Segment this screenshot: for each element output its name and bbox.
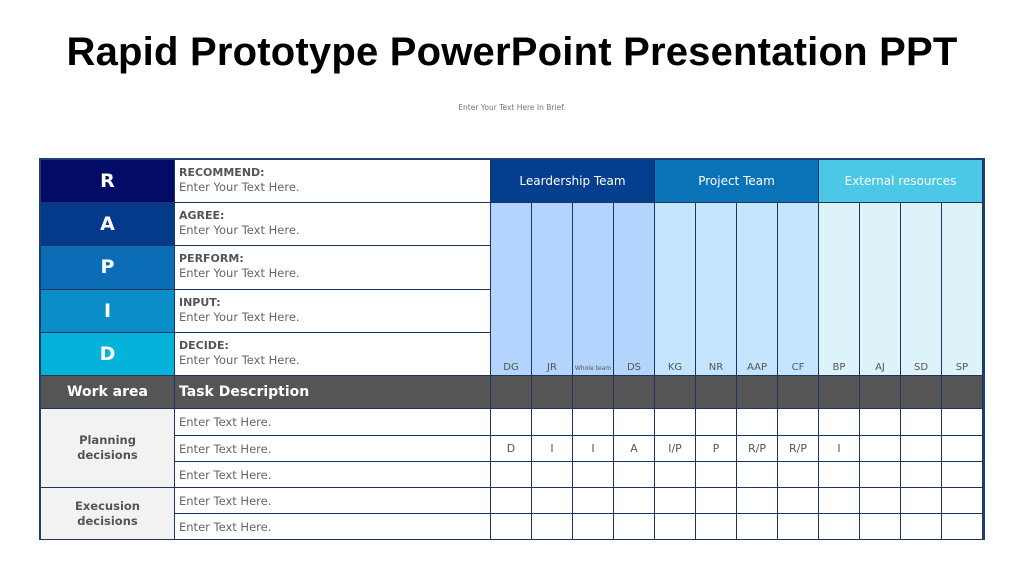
rapid-role-text: Enter Your Text Here.: [179, 352, 300, 367]
assignment-value: I: [550, 442, 554, 455]
task-description-header: [175, 376, 491, 409]
rapid-letter-p: [41, 246, 175, 289]
role-column-header: [614, 203, 655, 376]
role-label: BP: [832, 361, 846, 373]
page-subtitle: Enter Your Text Here In Brief.: [458, 103, 566, 112]
header-bar-cell: [901, 376, 942, 409]
group-header-label: Leardership Team: [519, 174, 626, 189]
header-bar-cell: [696, 376, 737, 409]
assignment-cell[interactable]: [532, 462, 573, 488]
assignment-cell[interactable]: [614, 514, 655, 540]
role-column-header: [901, 203, 942, 376]
group-header-0: [491, 160, 655, 203]
assignment-value: A: [630, 442, 638, 455]
header-bar-cell: [655, 376, 696, 409]
assignment-cell[interactable]: [573, 462, 614, 488]
task-text: Enter Text Here.: [179, 441, 272, 456]
assignment-cell[interactable]: [491, 514, 532, 540]
assignment-cell[interactable]: [901, 409, 942, 436]
rapid-role-text: Enter Your Text Here.: [179, 309, 300, 324]
header-bar-cell: [491, 376, 532, 409]
assignment-value: I: [837, 442, 841, 455]
task-cell[interactable]: [175, 488, 491, 514]
assignment-cell[interactable]: [532, 514, 573, 540]
assignment-cell[interactable]: [737, 436, 778, 462]
assignment-value: I/P: [668, 442, 682, 455]
rapid-role-text: Enter Your Text Here.: [179, 180, 300, 194]
assignment-cell[interactable]: [491, 462, 532, 488]
role-label: SD: [913, 361, 929, 373]
role-label: KG: [667, 361, 683, 373]
assignment-cell[interactable]: [573, 409, 614, 436]
assignment-cell[interactable]: [614, 436, 655, 462]
assignment-cell[interactable]: [696, 514, 737, 540]
assignment-cell[interactable]: [860, 462, 901, 488]
rapid-role-label: RECOMMEND:: [179, 166, 265, 179]
role-label: JR: [547, 361, 557, 373]
role-column-header: [696, 203, 737, 376]
assignment-cell[interactable]: [696, 409, 737, 436]
header-bar-cell: [942, 376, 983, 409]
work-area-text: Execusion decisions: [75, 498, 140, 528]
assignment-cell[interactable]: [491, 409, 532, 436]
group-header-1: [655, 160, 819, 203]
role-column-header: [532, 203, 573, 376]
rapid-matrix-table: [39, 158, 985, 540]
assignment-cell[interactable]: [901, 436, 942, 462]
rapid-description[interactable]: [175, 203, 491, 246]
assignment-cell[interactable]: [491, 488, 532, 514]
task-cell[interactable]: [175, 409, 491, 436]
role-column-header: [573, 203, 614, 376]
rapid-letter-a: [41, 203, 175, 246]
assignment-cell[interactable]: [614, 462, 655, 488]
role-column-header: [778, 203, 819, 376]
assignment-cell[interactable]: [737, 514, 778, 540]
role-label: Whole team: [574, 364, 612, 372]
rapid-description[interactable]: [175, 333, 491, 376]
assignment-cell[interactable]: [655, 462, 696, 488]
task-text: Enter Text Here.: [179, 493, 272, 508]
assignment-cell[interactable]: [942, 488, 983, 514]
assignment-cell[interactable]: [860, 488, 901, 514]
role-label: CF: [791, 361, 805, 373]
role-label: AJ: [875, 361, 885, 373]
work-area-header: [41, 376, 175, 409]
header-bar-cell: [819, 376, 860, 409]
task-cell[interactable]: [175, 436, 491, 462]
assignment-cell[interactable]: [942, 436, 983, 462]
assignment-cell[interactable]: [778, 488, 819, 514]
rapid-role-label: DECIDE:: [179, 338, 229, 352]
assignment-cell[interactable]: [655, 409, 696, 436]
rapid-role-label: AGREE:: [179, 209, 225, 223]
rapid-description[interactable]: [175, 160, 491, 203]
assignment-cell[interactable]: [532, 436, 573, 462]
assignment-cell[interactable]: [819, 488, 860, 514]
task-text: Enter Text Here.: [179, 415, 272, 429]
role-column-header: [819, 203, 860, 376]
assignment-value: R/P: [789, 442, 807, 455]
assignment-cell[interactable]: [942, 409, 983, 436]
role-label: DG: [503, 361, 519, 373]
rapid-role-label: PERFORM:: [179, 252, 244, 266]
rapid-letter-text: I: [103, 299, 112, 322]
assignment-cell[interactable]: [819, 514, 860, 540]
assignment-cell[interactable]: [860, 409, 901, 436]
page-title: Rapid Prototype PowerPoint Presentation PPT: [66, 30, 958, 74]
assignment-value: D: [506, 442, 516, 455]
role-column-header: [655, 203, 696, 376]
assignment-cell[interactable]: [901, 514, 942, 540]
role-column-header: [491, 203, 532, 376]
task-cell[interactable]: [175, 462, 491, 488]
assignment-cell[interactable]: [614, 409, 655, 436]
rapid-description[interactable]: [175, 290, 491, 333]
header-bar-cell: [778, 376, 819, 409]
role-label: SP: [955, 361, 969, 373]
header-bar-cell: [532, 376, 573, 409]
task-description-header-label: Task Description: [179, 384, 310, 400]
role-label: DS: [626, 361, 642, 373]
assignment-cell[interactable]: [696, 436, 737, 462]
role-column-header: [737, 203, 778, 376]
assignment-cell[interactable]: [655, 436, 696, 462]
task-cell[interactable]: [175, 514, 491, 540]
role-column-header: [860, 203, 901, 376]
assignment-cell[interactable]: [737, 462, 778, 488]
assignment-cell[interactable]: [614, 488, 655, 514]
group-header-2: [819, 160, 983, 203]
assignment-value: P: [712, 442, 720, 455]
assignment-cell[interactable]: [819, 436, 860, 462]
header-bar-cell: [860, 376, 901, 409]
assignment-cell[interactable]: [778, 436, 819, 462]
assignment-cell[interactable]: [532, 409, 573, 436]
assignment-cell[interactable]: [901, 488, 942, 514]
assignment-cell[interactable]: [655, 514, 696, 540]
task-text: Enter Text Here.: [179, 519, 272, 534]
assignment-cell[interactable]: [532, 488, 573, 514]
assignment-value: R/P: [748, 442, 766, 455]
rapid-letter-d: [41, 333, 175, 376]
assignment-cell[interactable]: [573, 488, 614, 514]
assignment-cell[interactable]: [737, 488, 778, 514]
assignment-cell[interactable]: [778, 462, 819, 488]
assignment-cell[interactable]: [778, 409, 819, 436]
header-bar-cell: [573, 376, 614, 409]
assignment-cell[interactable]: [942, 462, 983, 488]
assignment-cell[interactable]: [696, 488, 737, 514]
work-area-label: [41, 409, 175, 488]
work-area-label: [41, 488, 175, 540]
rapid-letter-r: [41, 160, 175, 203]
group-header-label: Project Team: [698, 174, 775, 189]
role-label: NR: [708, 361, 724, 373]
rapid-letter-text: D: [99, 342, 116, 365]
role-label: AAP: [747, 361, 767, 373]
work-area-text: Planning decisions: [77, 433, 138, 462]
assignment-cell[interactable]: [860, 514, 901, 540]
rapid-role-label: INPUT:: [179, 295, 221, 309]
assignment-cell[interactable]: [819, 462, 860, 488]
assignment-cell[interactable]: [860, 436, 901, 462]
assignment-cell[interactable]: [942, 514, 983, 540]
assignment-value: I: [591, 442, 595, 455]
rapid-letter-text: P: [100, 256, 115, 279]
assignment-cell[interactable]: [573, 436, 614, 462]
rapid-description[interactable]: [175, 246, 491, 289]
header-bar-cell: [614, 376, 655, 409]
role-column-header: [942, 203, 983, 376]
assignment-cell[interactable]: [819, 409, 860, 436]
rapid-letter-i: [41, 290, 175, 333]
group-header-label: External resources: [844, 174, 957, 189]
rapid-role-text: Enter Your Text Here.: [179, 266, 300, 281]
task-text: Enter Text Here.: [179, 467, 272, 482]
assignment-cell[interactable]: [737, 409, 778, 436]
assignment-cell[interactable]: [696, 462, 737, 488]
assignment-cell[interactable]: [573, 514, 614, 540]
assignment-cell[interactable]: [491, 436, 532, 462]
rapid-role-text: Enter Your Text Here.: [179, 223, 300, 238]
rapid-letter-text: A: [100, 213, 115, 236]
assignment-cell[interactable]: [655, 488, 696, 514]
assignment-cell[interactable]: [778, 514, 819, 540]
assignment-cell[interactable]: [901, 462, 942, 488]
header-bar-cell: [737, 376, 778, 409]
work-area-header-label: Work area: [67, 384, 148, 400]
rapid-letter-text: R: [100, 170, 115, 193]
